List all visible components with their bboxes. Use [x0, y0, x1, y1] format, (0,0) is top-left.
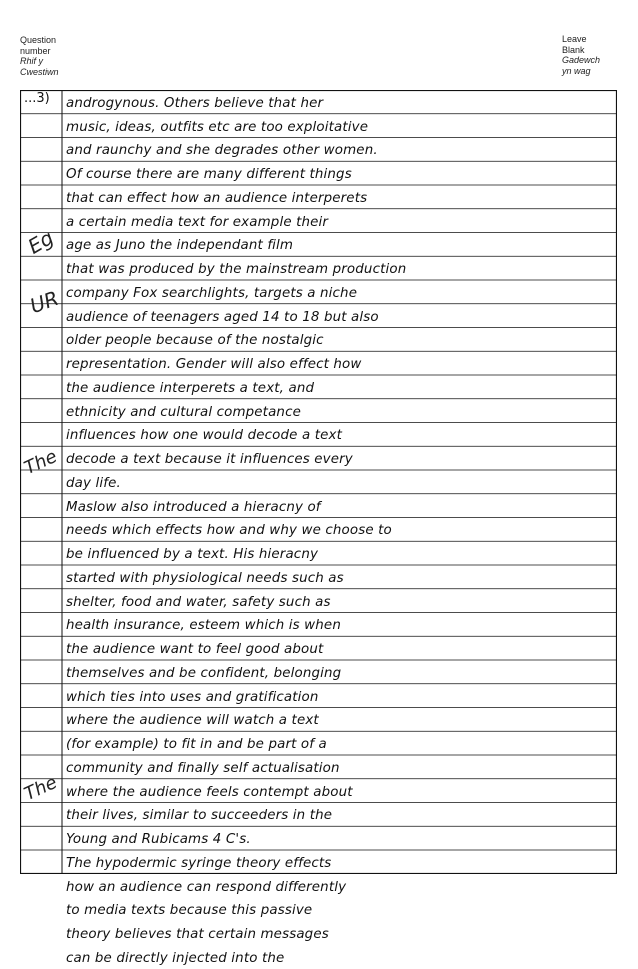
answer-line: [62, 233, 614, 257]
answer-line: [62, 803, 614, 827]
handwritten-text: older people because of the nostalgic: [66, 333, 324, 349]
answer-line: [62, 779, 614, 803]
margin-mark-eg: Eg: [23, 225, 58, 259]
answer-line: [62, 708, 614, 732]
handwritten-text: be influenced by a text. His hieracny: [66, 547, 319, 562]
answer-line: [62, 826, 614, 850]
handwritten-text: themselves and be confident, belonging: [66, 665, 342, 681]
answer-line: [62, 351, 614, 375]
answer-line: [62, 446, 614, 470]
header-leave: Leave: [562, 34, 587, 44]
handwritten-text: a certain media text for example their: [66, 214, 329, 230]
handwritten-text: company Fox searchlights, targets a niche: [66, 285, 358, 301]
handwritten-text: needs which effects how and why we choose to: [66, 523, 392, 539]
header-question: Question: [20, 35, 57, 45]
handwritten-text: representation. Gender will also effect how: [66, 357, 362, 372]
handwritten-text: to media texts because this passive: [66, 903, 313, 919]
answer-line: [62, 898, 614, 922]
leave-blank-header: [562, 34, 600, 76]
answer-line: [62, 375, 614, 399]
answer-line: [62, 660, 614, 684]
answer-line: [62, 185, 614, 209]
handwritten-text: the audience interperets a text, and: [66, 380, 315, 396]
question-number-header: [20, 35, 59, 77]
answer-line: [62, 328, 614, 352]
handwritten-text: ethnicity and cultural competance: [66, 404, 301, 420]
margin-mark-ur: UR: [26, 285, 62, 319]
answer-line: [62, 494, 614, 518]
answer-line: [62, 565, 614, 589]
handwritten-text: the audience want to feel good about: [66, 642, 324, 657]
handwritten-text: where the audience will watch a text: [66, 713, 319, 729]
header-blank: Blank: [562, 44, 585, 55]
handwritten-text: music, ideas, outfits etc are too exploitative: [66, 119, 369, 135]
handwritten-text: The hypodermic syringe theory effects: [66, 855, 332, 871]
answer-line: [62, 755, 614, 779]
answer-line: [62, 138, 614, 162]
answer-line: [62, 684, 614, 708]
answer-line: [62, 636, 614, 660]
answer-line: [62, 114, 614, 138]
handwritten-text: and raunchy and she degrades other women.: [66, 143, 378, 159]
header-gadewch: Gadewch: [562, 55, 601, 65]
handwritten-text: influences how one would decode a text: [66, 428, 342, 444]
handwritten-text: which ties into uses and gratification: [66, 689, 319, 705]
answer-line: [62, 518, 614, 542]
answer-line: [62, 90, 614, 114]
margin-mark-the-1: The: [21, 445, 61, 480]
handwritten-text: theory believes that certain messages: [66, 927, 329, 942]
handwritten-text: shelter, food and water, safety such as: [66, 594, 331, 610]
handwritten-text: how an audience can respond differently: [66, 879, 347, 895]
answer-line: [62, 731, 614, 755]
handwritten-text: can be directly injected into the: [66, 950, 285, 966]
answer-line: [62, 399, 614, 423]
answer-line: [62, 209, 614, 233]
answer-line: [62, 589, 614, 613]
header-yn-wag: yn wag: [562, 65, 591, 76]
handwritten-text: Young and Rubicams 4 C's.: [66, 832, 251, 847]
answer-line: [62, 613, 614, 637]
handwritten-text: age as Juno the independant film: [66, 238, 294, 254]
answer-line: [62, 256, 614, 280]
answer-line: [62, 280, 614, 304]
answer-line: [62, 304, 614, 328]
handwritten-text: that can effect how an audience interperets: [66, 190, 368, 206]
answer-line: [62, 470, 614, 494]
handwritten-text: Of course there are many different things: [66, 167, 352, 182]
answer-line: [62, 850, 614, 874]
handwritten-text: decode a text because it influences every: [66, 452, 353, 467]
answer-line: [62, 161, 614, 185]
answer-line: [62, 423, 614, 447]
handwritten-text: health insurance, esteem which is when: [66, 618, 341, 634]
handwritten-text: audience of teenagers aged 14 to 18 but also: [66, 309, 379, 325]
handwritten-text: that was produced by the mainstream production: [66, 262, 407, 277]
handwritten-text: day life.: [66, 475, 121, 491]
question-number: ...3): [24, 91, 50, 106]
handwritten-text: where the audience feels contempt about: [66, 784, 353, 800]
answer-line: [62, 921, 614, 945]
answer-line: [62, 874, 614, 898]
handwritten-text: started with physiological needs such as: [66, 570, 344, 586]
answer-line: [62, 945, 614, 969]
handwritten-text: Maslow also introduced a hieracny of: [66, 499, 321, 515]
handwritten-text: their lives, similar to succeeders in the: [66, 808, 333, 824]
answer-frame: [20, 90, 617, 966]
handwritten-text: androgynous. Others believe that her: [66, 95, 324, 111]
margin-mark-the-2: The: [21, 771, 61, 806]
handwritten-text: (for example) to fit in and be part of a: [66, 737, 327, 752]
answer-line: [62, 541, 614, 565]
header-rhif-y: Rhif y: [20, 56, 44, 66]
header-number: number: [20, 45, 51, 56]
header-cwestiwn: Cwestiwn: [20, 66, 59, 77]
handwritten-text: community and finally self actualisation: [66, 760, 340, 776]
